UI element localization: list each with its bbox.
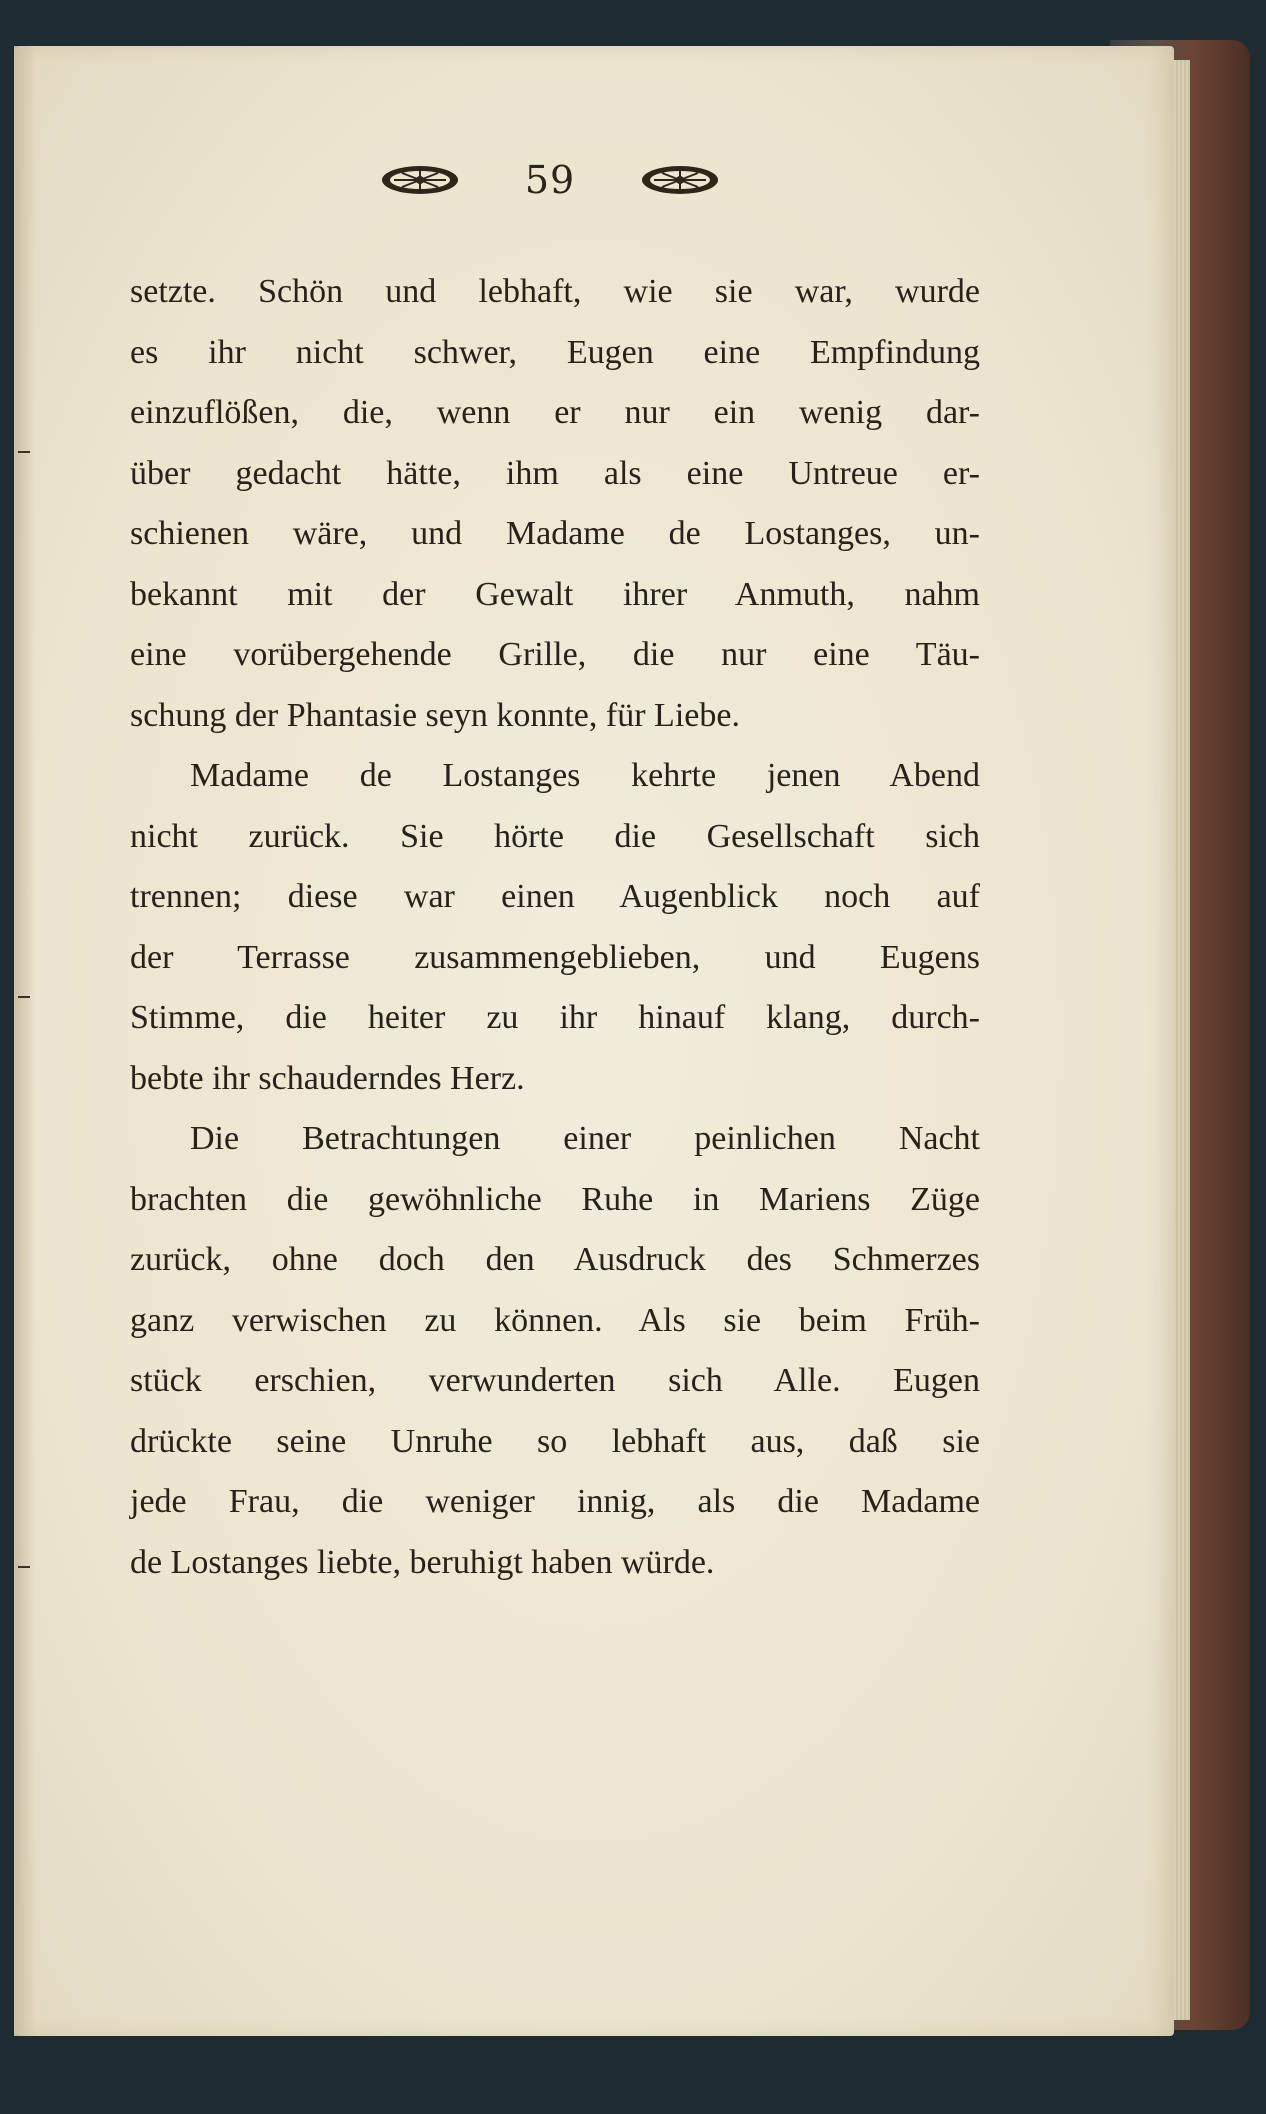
text-line: einzuflößen, die, wenn er nur ein wenig dar- <box>130 394 980 431</box>
text-line: jede Frau, die weniger innig, als die Madame <box>130 1483 980 1520</box>
margin-mark <box>18 1566 30 1568</box>
page-number: 59 <box>524 158 576 202</box>
text-line: zurück, ohne doch den Ausdruck des Schmerzes <box>130 1241 980 1278</box>
text-line: eine vorübergehende Grille, die nur eine Täu- <box>130 636 980 673</box>
text-line: Stimme, die heiter zu ihr hinauf klang, durch- <box>130 999 980 1036</box>
text-line: über gedacht hätte, ihm als eine Untreue er- <box>130 454 980 492</box>
text-line: der Terrasse zusammengeblieben, und Eugens <box>130 938 980 976</box>
margin-mark <box>18 451 30 453</box>
paragraph-1 <box>130 262 980 746</box>
body-text <box>130 262 980 1593</box>
text-line: ganz verwischen zu können. Als sie beim Früh- <box>130 1301 980 1339</box>
text-line: bekannt mit der Gewalt ihrer Anmuth, nahm <box>130 575 980 613</box>
text-line: nicht zurück. Sie hörte die Gesellschaft sich <box>130 817 980 855</box>
page-gutter <box>14 46 36 2036</box>
paragraph-3 <box>130 1109 980 1593</box>
text-line: schung der Phantasie seyn konnte, für Liebe. <box>130 696 740 734</box>
page-header <box>380 150 720 210</box>
text-line: trennen; diese war einen Augenblick noch auf <box>130 878 980 915</box>
right-ornament-icon <box>640 163 720 197</box>
left-ornament-icon <box>380 163 460 197</box>
text-line: es ihr nicht schwer, Eugen eine Empfindung <box>130 333 980 371</box>
text-line: Madame de Lostanges kehrte jenen Abend <box>190 757 980 794</box>
margin-mark <box>18 996 30 998</box>
text-line: stück erschien, verwunderten sich Alle. Eugen <box>130 1362 980 1399</box>
paragraph-2 <box>130 746 980 1109</box>
text-line: setzte. Schön und lebhaft, wie sie war, wurde <box>130 273 980 310</box>
text-line: drückte seine Unruhe so lebhaft aus, daß sie <box>130 1422 980 1460</box>
text-line: brachten die gewöhnliche Ruhe in Mariens Züge <box>130 1180 980 1218</box>
text-line: de Lostanges liebte, beruhigt haben würde. <box>130 1543 715 1581</box>
text-line: schienen wäre, und Madame de Lostanges, un- <box>130 515 980 552</box>
text-line: bebte ihr schauderndes Herz. <box>130 1059 525 1097</box>
text-line: Die Betrachtungen einer peinlichen Nacht <box>190 1120 980 1157</box>
